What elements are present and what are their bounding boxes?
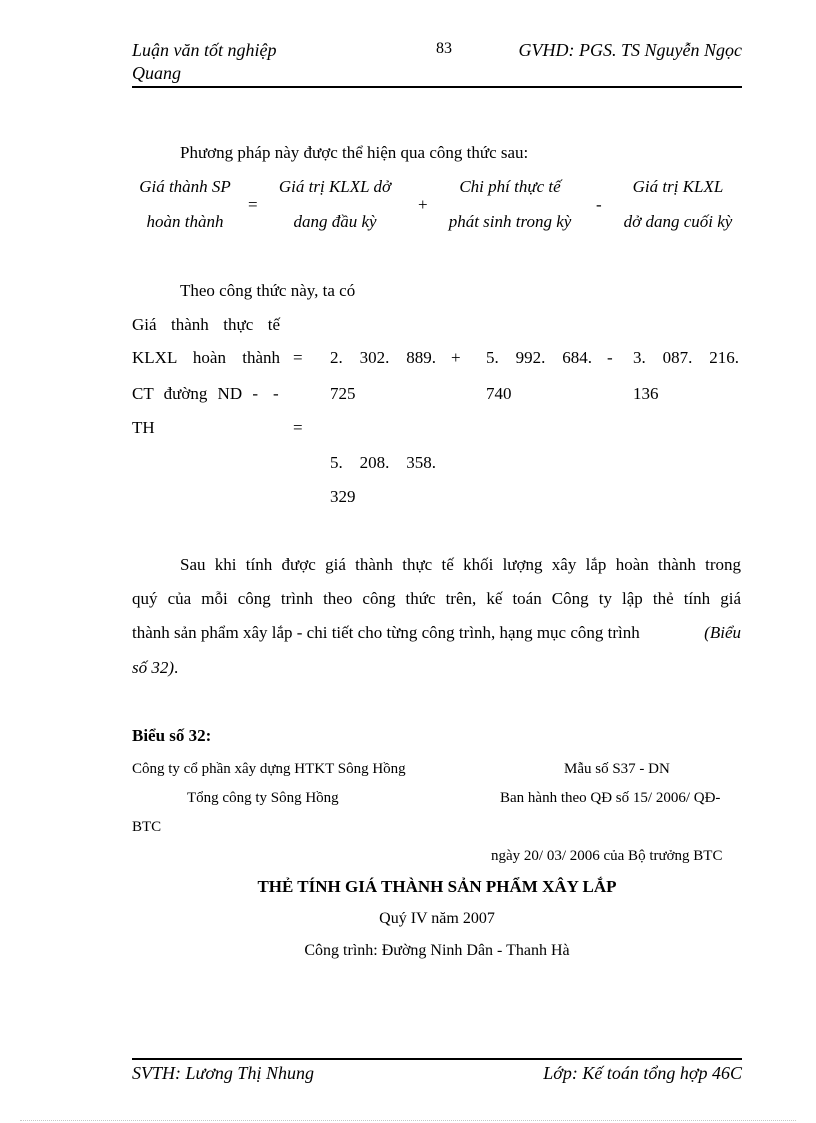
calc-label-line1: Giá thành thực tế <box>132 315 280 334</box>
calc-minus: - <box>607 348 613 367</box>
calc-equals-1: = <box>293 348 303 367</box>
paragraph-line4 <box>132 658 178 678</box>
paragraph-line3 <box>132 623 741 643</box>
calc-value1-line1: 2. 302. 889. <box>330 348 436 367</box>
calc-equals-2: = <box>293 418 303 437</box>
form-title: THẺ TÍNH GIÁ THÀNH SẢN PHẨM XÂY LẮP <box>257 877 617 896</box>
paragraph-period: . <box>174 658 179 677</box>
header-page-number: 83 <box>436 40 452 57</box>
header-left-line2: Quang <box>132 63 181 83</box>
calc-value2-line2: 740 <box>486 384 512 403</box>
form-decree-line3: ngày 20/ 03/ 2006 của Bộ trưởng BTC <box>491 848 723 864</box>
calc-dash: - <box>273 384 279 403</box>
formula-term3-line1: Chi phí thực tế <box>459 177 561 196</box>
header-left-line1: Luận văn tốt nghiệp <box>132 40 277 60</box>
header-rule <box>132 86 742 88</box>
formula-term2-line2: dang đầu kỳ <box>293 212 377 231</box>
calc-label-line4: TH <box>132 418 155 437</box>
paragraph-ref-start: (Biểu <box>704 623 741 642</box>
paragraph-line1: Sau khi tính được giá thành thực tế khối lượng xây lắp hoàn thành trong <box>180 555 741 574</box>
formula-term3-line2: phát sinh trong kỳ <box>448 212 572 231</box>
footer-rule <box>132 1058 742 1060</box>
paragraph-line2: quý của mỗi công trình theo công thức trên, kế toán Công ty lập thẻ tính giá <box>132 589 741 608</box>
page-edge <box>20 1120 796 1121</box>
formula-term4-line2: dở dang cuối kỳ <box>623 212 733 231</box>
formula-term2-line1: Giá trị KLXL dở <box>278 177 392 196</box>
form-heading: Biểu số 32: <box>132 726 212 745</box>
calc-value3-line1: 3. 087. 216. <box>633 348 739 367</box>
formula-term1-line2: hoàn thành <box>146 212 224 231</box>
calc-label-line3: CT đường ND - <box>132 384 258 403</box>
header-right: GVHD: PGS. TS Nguyễn Ngọc <box>518 40 742 60</box>
form-company: Công ty cổ phần xây dựng HTKT Sông Hồng <box>132 761 406 777</box>
paragraph-line3-text: thành sản phẩm xây lắp - chi tiết cho từng công trình, hạng mục công trình <box>132 623 640 642</box>
paragraph-ref-end: số 32) <box>132 658 175 677</box>
formula-term4-line1: Giá trị KLXL <box>632 177 724 196</box>
calc-plus: + <box>451 348 461 367</box>
formula-op-equals: = <box>248 195 258 214</box>
formula-intro: Phương pháp này được thể hiện qua công thức sau: <box>180 143 529 162</box>
form-parent-company: Tổng công ty Sông Hồng <box>187 790 339 806</box>
form-decree-line2: BTC <box>132 819 162 835</box>
formula-term1-line1: Giá thành SP <box>139 177 231 196</box>
form-number: Mẫu số S37 - DN <box>564 761 670 777</box>
calc-result-line2: 329 <box>330 487 356 506</box>
form-decree-line1: Ban hành theo QĐ số 15/ 2006/ QĐ- <box>500 790 721 806</box>
calc-result-line1: 5. 208. 358. <box>330 453 436 472</box>
formula-op-minus: - <box>596 195 602 214</box>
formula-op-plus: + <box>418 195 428 214</box>
calc-intro: Theo công thức này, ta có <box>180 281 356 300</box>
footer-left: SVTH: Lương Thị Nhung <box>132 1063 314 1083</box>
form-project: Công trình: Đường Ninh Dân - Thanh Hà <box>304 942 570 959</box>
calc-label-line2: KLXL hoàn thành <box>132 348 280 367</box>
footer-right: Lớp: Kế toán tổng hợp 46C <box>543 1063 742 1083</box>
calc-value1-line2: 725 <box>330 384 356 403</box>
calc-value2-line1: 5. 992. 684. <box>486 348 592 367</box>
calc-value3-line2: 136 <box>633 384 659 403</box>
form-period: Quý IV năm 2007 <box>379 910 495 927</box>
